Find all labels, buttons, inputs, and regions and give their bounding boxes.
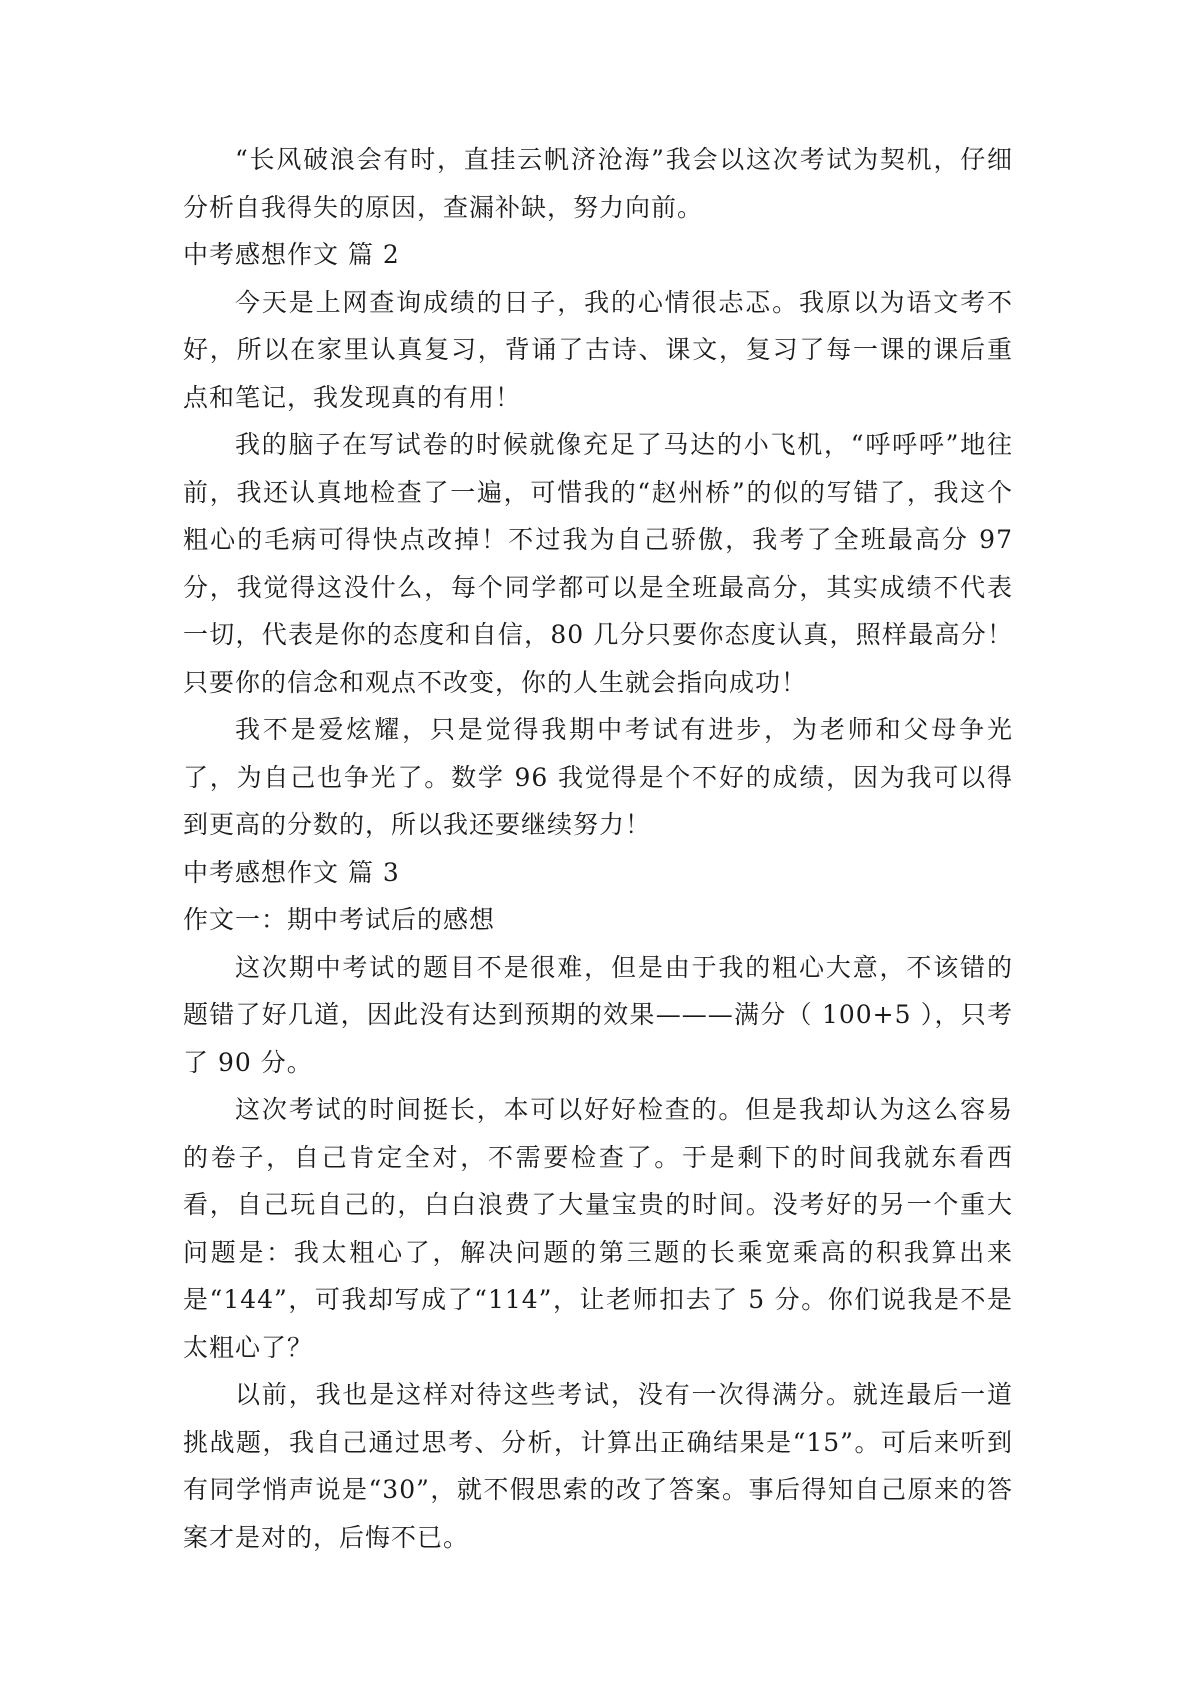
paragraph: 以前，我也是这样对待这些考试，没有一次得满分。就连最后一道挑战题，我自己通过思考、分析，计算出正确结果是“15”。可后来听到有同学悄声说是“30”，就不假思索的改了答案。事后得知自己原来的答案才是对的，后悔不已。 (183, 1380, 1013, 1552)
paragraph: “长风破浪会有时，直挂云帆济沧海”我会以这次考试为契机，仔细分析自我得失的原因，查漏补缺，努力向前。 (183, 145, 1013, 222)
document-body (183, 136, 1013, 1561)
paragraph: 我不是爱炫耀，只是觉得我期中考试有进步，为老师和父母争光了，为自己也争光了。数学 96 我觉得是个不好的成绩，因为我可以得到更高的分数的，所以我还要继续努力！ (183, 715, 1013, 839)
paragraph: 这次期中考试的题目不是很难，但是由于我的粗心大意，不该错的题错了好几道，因此没有达到预期的效果———满分（ 100+5 ），只考了 90 分。 (183, 952, 1013, 1077)
paragraph: 今天是上网查询成绩的日子，我的心情很忐忑。我原以为语文考不好，所以在家里认真复习，背诵了古诗、课文，复习了每一课的课后重点和笔记，我发现真的有用！ (183, 287, 1013, 412)
section-heading: 中考感想作文 篇 2 (183, 240, 400, 269)
essay-title: 作文一：期中考试后的感想 (183, 905, 496, 934)
paragraph: 这次考试的时间挺长，本可以好好检查的。但是我却认为这么容易的卷子，自己肯定全对，不需要检查了。于是剩下的时间我就东看西看，自己玩自己的，白白浪费了大量宝贵的时间。没考好的另一个重大问题是：我太粗心了，解决问题的第三题的长乘宽乘高的积我算出来是“144”，可我却写成了“114”，让老师扣去了 5 分。你们说我是不是太粗心了？ (183, 1095, 1013, 1362)
section-heading: 中考感想作文 篇 3 (183, 857, 400, 887)
paragraph: 我的脑子在写试卷的时候就像充足了马达的小飞机，“呼呼呼”地往前，我还认真地检查了一遍，可惜我的“赵州桥”的似的写错了，我这个粗心的毛病可得快点改掉！不过我为自己骄傲，我考了全班最高分 97 分，我觉得这没什么，每个同学都可以是全班最高分，其实成绩不代表一切，代表是你的态度和自信，80 几分只要你态度认真，照样最高分！只要你的信念和观点不改变，你的人生就会指向成功！ (183, 430, 1013, 697)
